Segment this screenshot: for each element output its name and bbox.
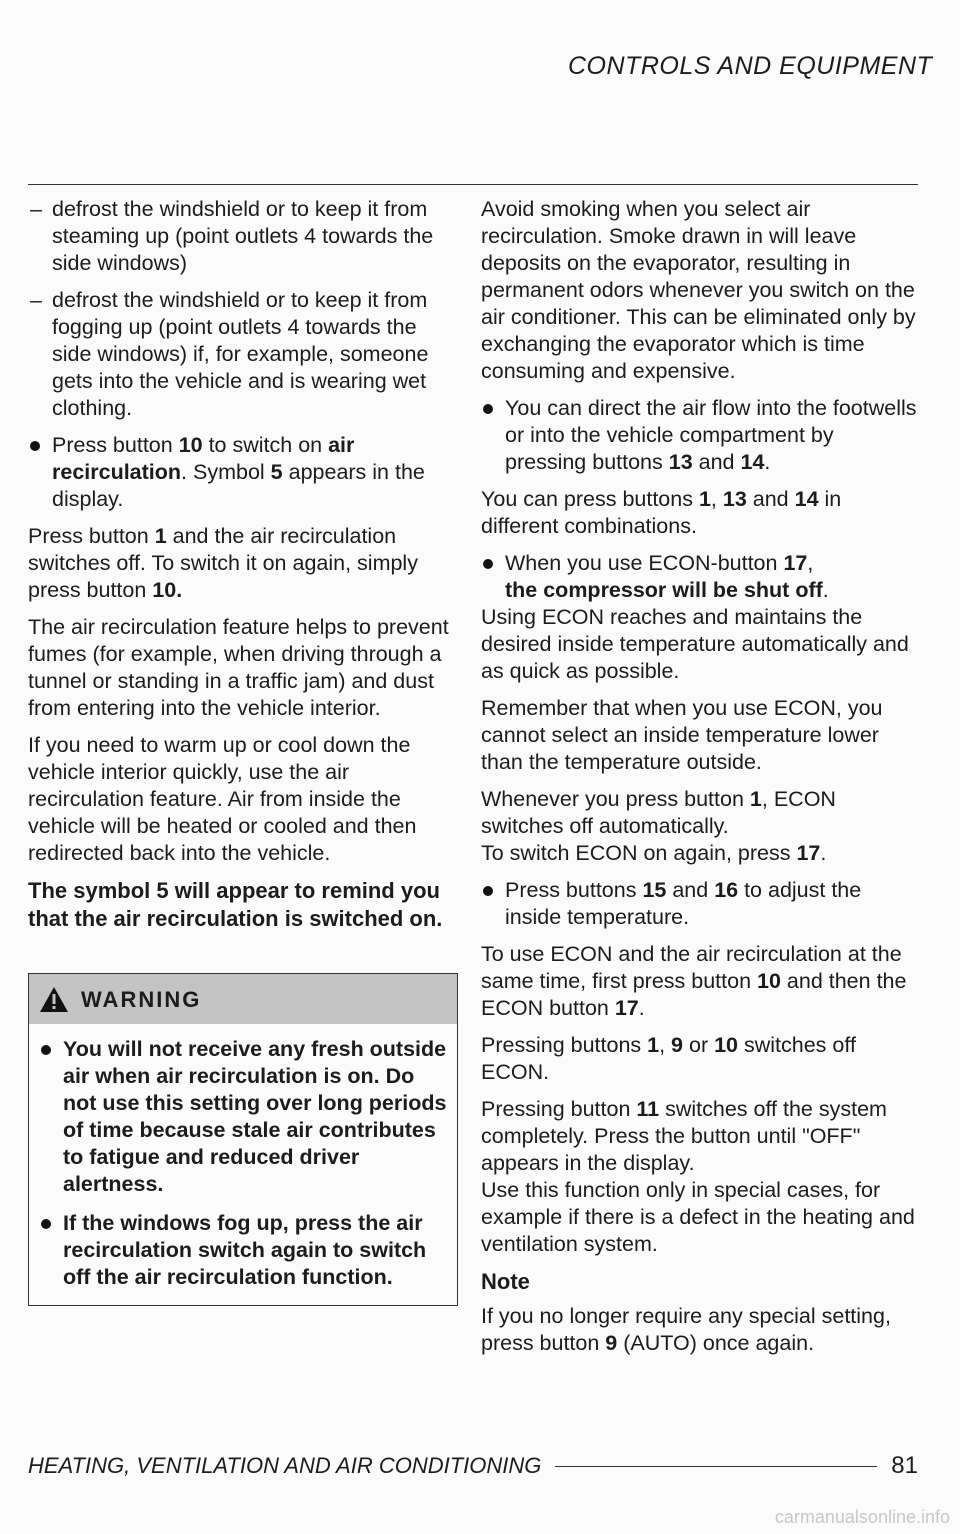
bullet-dot-icon: [30, 441, 40, 451]
bullet-dot-icon: [483, 404, 493, 414]
warning-triangle-icon: [39, 986, 69, 1013]
left-column: [28, 196, 458, 1306]
page-header: CONTROLS AND EQUIPMENT: [568, 52, 933, 80]
right-column: [481, 196, 917, 1367]
warning-box: [28, 973, 458, 1306]
warning-item-fresh-air: You will not receive any fresh outside air when air recirculation is on. Do not use this setting over long periods of time because stale air contributes to fatigue and reduced driver alertness.: [39, 1036, 447, 1198]
para-econ-remember: Remember that when you use ECON, you cannot select an inside temperature lower than the temperature outside.: [481, 696, 883, 774]
bullet-econ-compressor: When you use ECON-button 17, the compressor will be shut off.: [481, 550, 917, 604]
para-system-off: Pressing button 11 switches off the system completely. Press the button until "OFF" appears in the display. Use this function only in special cases, for example if there is a defect in the heating and ventilation system.: [481, 1097, 915, 1256]
watermark-text: carmanualsonline.info: [774, 1507, 950, 1527]
dash-item-fogging: – defrost the windshield or to keep it from fogging up (point outlets 4 towards the side windows) if, for example, someone gets into the vehicle and is wearing wet clothing.: [30, 288, 429, 420]
para-econ-reaches: Using ECON reaches and maintains the desired inside temperature automatically and as quick as possible.: [481, 605, 909, 683]
bullet-dot-icon: [41, 1045, 51, 1055]
para-econ-recirc: To use ECON and the air recirculation at the same time, first press button 10 and then the ECON button 17.: [481, 942, 907, 1020]
warning-item-windows-fog: If the windows fog up, press the air recirculation switch again to switch off the air recirculation function.: [39, 1210, 447, 1291]
para-econ-off: Pressing buttons 1, 9 or 10 switches off ECON.: [481, 1033, 856, 1084]
page-footer: [28, 1452, 918, 1480]
warning-title: WARNING: [81, 986, 202, 1012]
para-symbol-reminder: The symbol 5 will appear to remind you that the air recirculation is switched on.: [28, 878, 443, 931]
header-rule: [28, 184, 918, 185]
para-combinations: You can press buttons 1, 13 and 14 in different combinations.: [481, 487, 842, 538]
page-number: 81: [891, 1452, 918, 1479]
note-title: Note: [481, 1269, 530, 1294]
dash-item-steaming: – defrost the windshield or to keep it from steaming up (point outlets 4 towards the side windows): [30, 197, 434, 275]
warning-body: [29, 1024, 457, 1305]
footer-rule: [555, 1466, 877, 1467]
bullet-dot-icon: [483, 559, 493, 569]
dash-marker: –: [30, 197, 42, 221]
bullet-dot-icon: [41, 1219, 51, 1229]
bullet-air-flow: You can direct the air flow into the footwells or into the vehicle compartment by pressing buttons 13 and 14.: [481, 395, 917, 476]
para-econ-switch: Whenever you press button 1, ECON switches off automatically. To switch ECON on again, press 17.: [481, 787, 836, 865]
dash-marker: –: [30, 288, 42, 312]
para-avoid-smoking: Avoid smoking when you select air recirculation. Smoke drawn in will leave deposits on the evaporator, resulting in permanent odors whenever you switch on the air conditioner. This can be eliminated only by exchanging the evaporator which is time consuming and expensive.: [481, 197, 916, 383]
para-prevent-fumes: The air recirculation feature helps to prevent fumes (for example, when driving through a tunnel or standing in a traffic jam) and dust from entering into the vehicle interior.: [28, 615, 449, 720]
bullet-dot-icon: [483, 886, 493, 896]
para-warm-cool: If you need to warm up or cool down the vehicle interior quickly, use the air recirculation feature. Air from inside the vehicle will be heated or cooled and then redirected back into the vehicle.: [28, 733, 417, 865]
warning-header: [29, 974, 457, 1024]
note-text: If you no longer require any special setting, press button 9 (AUTO) once again.: [481, 1304, 891, 1355]
bullet-recirculation-on: Press button 10 to switch on air recirculation. Symbol 5 appears in the display.: [28, 432, 458, 513]
para-recirculation-off: Press button 1 and the air recirculation switches off. To switch it on again, simply press button 10.: [28, 524, 418, 602]
footer-section-title: HEATING, VENTILATION AND AIR CONDITIONING: [28, 1453, 542, 1478]
bullet-adjust-temp: Press buttons 15 and 16 to adjust the inside temperature.: [481, 877, 917, 931]
